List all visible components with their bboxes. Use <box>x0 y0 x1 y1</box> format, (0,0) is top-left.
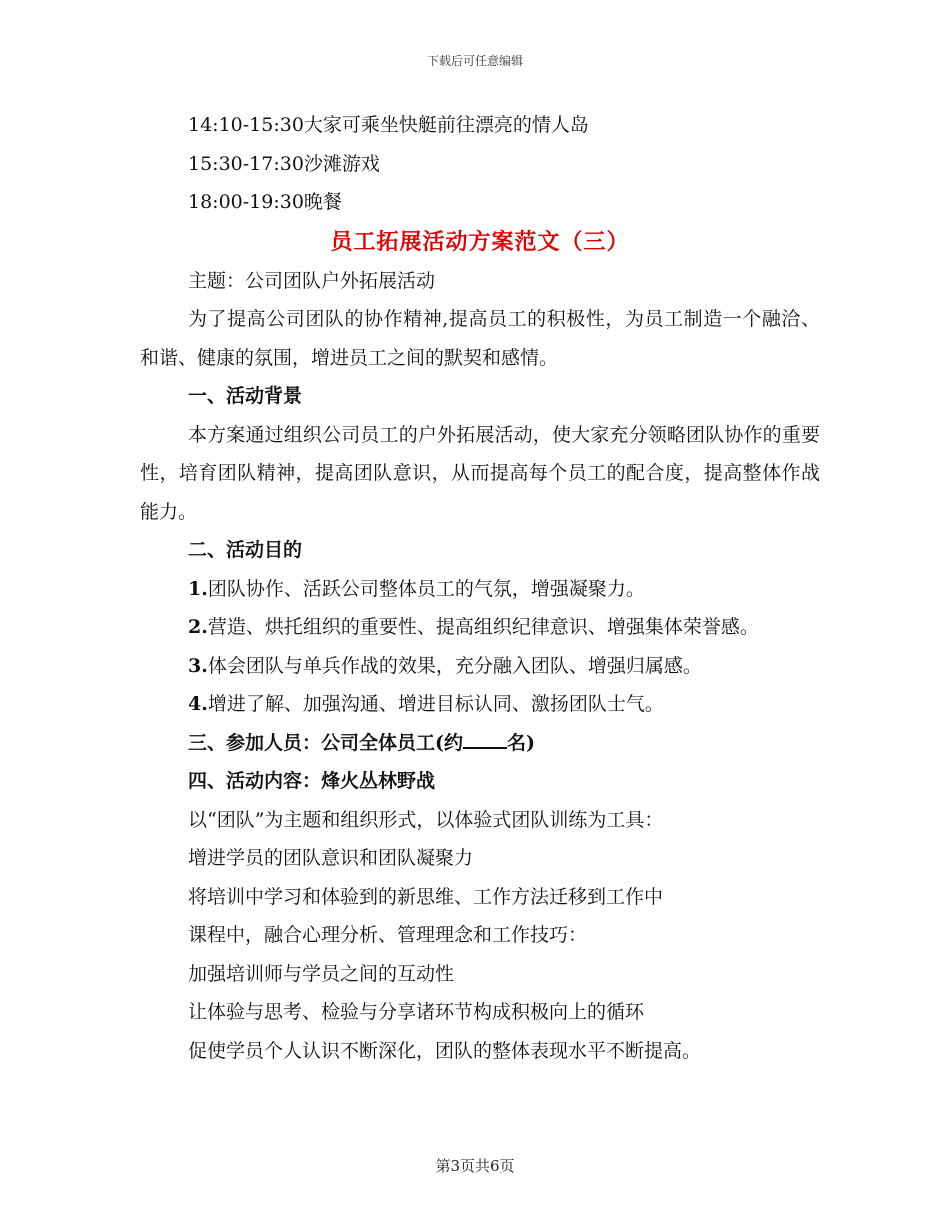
page-footer: 第3页共6页 <box>435 1157 515 1175</box>
section1-paragraph: 本方案通过组织公司员工的户外拓展活动，使大家充分领略团队协作的重要性，培育团队精神，提高团队意识，从而提高每个员工的配合度，提高整体作战能力。 <box>140 423 820 523</box>
goal-item-number: 1. <box>188 577 208 600</box>
section3-heading-after: 名) <box>507 731 535 754</box>
content-line-6: 让体验与思考、检验与分享诸环节构成积极向上的循环 <box>188 1001 645 1023</box>
schedule-line-1: 14:10-15:30大家可乘坐快艇前往漂亮的情人岛 <box>188 114 589 136</box>
goal-item-4 <box>140 685 820 724</box>
content-line-5: 加强培训师与学员之间的互动性 <box>188 962 455 985</box>
content-line-4: 课程中，融合心理分析、管理理念和工作技巧： <box>188 924 588 946</box>
section2-heading: 二、活动目的 <box>188 539 303 561</box>
section3-heading <box>140 724 820 763</box>
schedule-line-3: 18:00-19:30晚餐 <box>188 191 342 213</box>
goal-item-number: 4. <box>188 693 208 715</box>
subject-line: 主题：公司团队户外拓展活动 <box>188 269 436 292</box>
content-line-7: 促使学员个人认识不断深化，团队的整体表现水平不断提高。 <box>188 1039 702 1062</box>
goal-item-text: 营造、烘托组织的重要性、提高组织纪律意识、增强集体荣誉感。 <box>207 616 759 638</box>
section4-heading: 四、活动内容：烽火丛林野战 <box>188 770 436 792</box>
content-line-1: 以“团队”为主题和组织形式，以体验式团队训练为工具： <box>188 808 664 831</box>
content-line-2: 增进学员的团队意识和团队凝聚力 <box>188 847 474 869</box>
document-title: 员工拓展活动方案范文（三） <box>330 228 630 255</box>
goal-item-text: 团队协作、活跃公司整体员工的气氛，增强凝聚力。 <box>207 577 645 600</box>
content-line-3: 将培训中学习和体验到的新思维、工作方法迁移到工作中 <box>188 885 664 908</box>
goal-item-text: 增进了解、加强沟通、增进目标认同、激扬团队士气。 <box>207 693 664 715</box>
section1-heading: 一、活动背景 <box>188 385 303 407</box>
goal-item-number: 3. <box>188 654 208 677</box>
document-body <box>140 106 820 1070</box>
goal-item-2 <box>140 608 820 647</box>
page-header: 下载后可任意编辑 <box>426 54 523 68</box>
fill-in-blank <box>463 729 507 749</box>
goal-item-text: 体会团队与单兵作战的效果，充分融入团队、增强归属感。 <box>207 654 702 677</box>
goal-item-1 <box>140 570 820 609</box>
goal-item-number: 2. <box>188 616 208 638</box>
section3-heading-before: 三、参加人员：公司全体员工(约 <box>188 731 463 754</box>
goal-item-3 <box>140 647 820 686</box>
intro-paragraph: 为了提高公司团队的协作精神,提高员工的积极性，为员工制造一个融洽、和谐、健康的氛围，增进员工之间的默契和感情。 <box>140 308 820 369</box>
schedule-line-2: 15:30-17:30沙滩游戏 <box>188 152 380 175</box>
